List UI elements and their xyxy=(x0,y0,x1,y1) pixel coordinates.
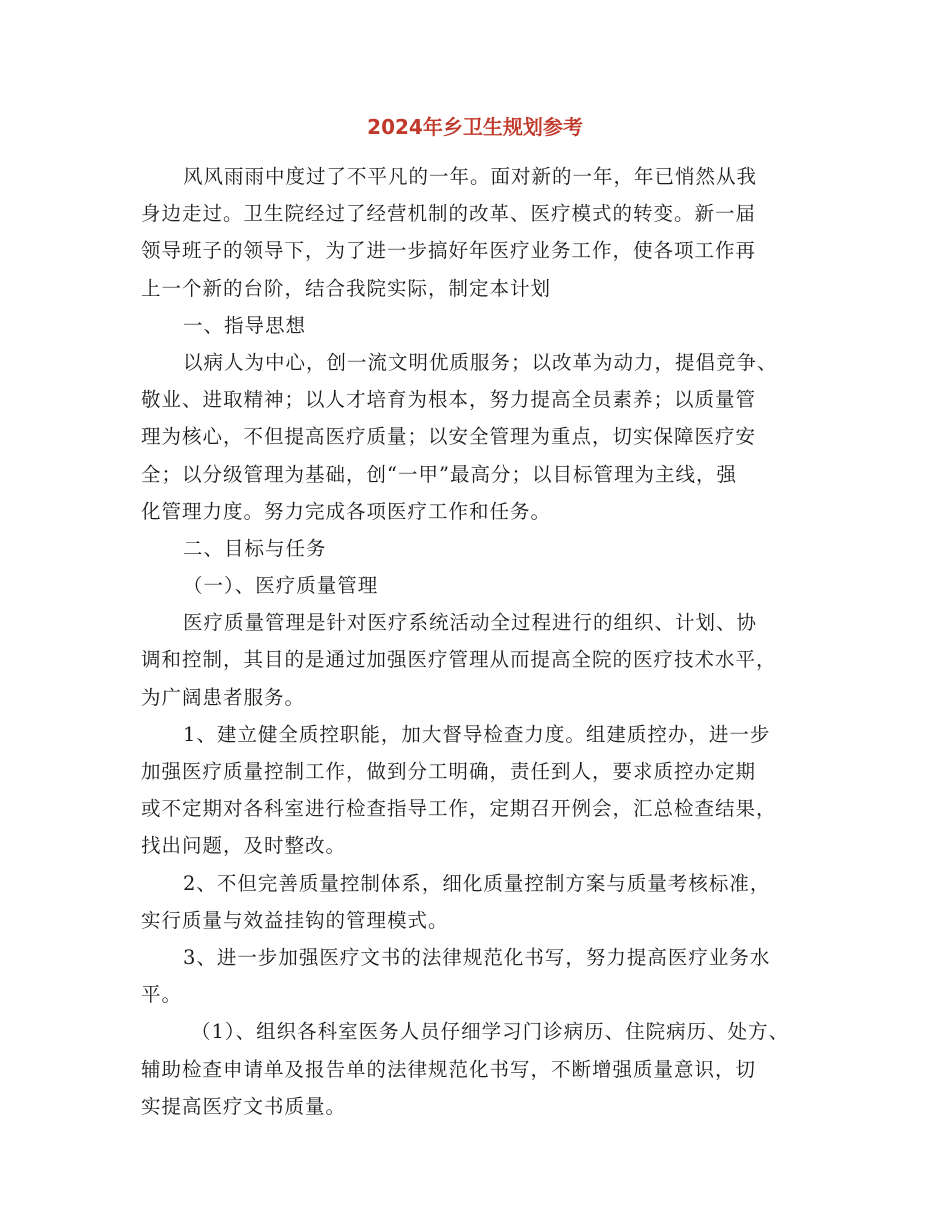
text-line: 敬业、进取精神；以人才培育为根本，努力提高全员素养；以质量管 xyxy=(141,388,757,412)
text-line: 实行质量与效益挂钩的管理模式。 xyxy=(141,908,449,932)
text-line: 辅助检查申请单及报告单的法律规范化书写，不断增强质量意识，切 xyxy=(141,1057,757,1081)
text-line: 化管理力度。努力完成各项医疗工作和任务。 xyxy=(141,499,552,523)
text-line: 实提高医疗文书质量。 xyxy=(141,1094,347,1118)
text-line: 身边走过。卫生院经过了经营机制的改革、医疗模式的转变。新一届 xyxy=(141,202,757,226)
text-line: 风风雨雨中度过了不平凡的一年。面对新的一年，年已悄然从我 xyxy=(183,165,758,188)
document-body xyxy=(141,158,821,1125)
text-line: 或不定期对各科室进行检查指导工作，定期召开例会，汇总检查结果， xyxy=(141,797,777,821)
text-line: 平。 xyxy=(141,983,183,1007)
text-line: 理为核心，不但提高医疗质量；以安全管理为重点，切实保障医疗安 xyxy=(141,425,757,449)
text-line: 找出问题，及时整改。 xyxy=(141,834,347,858)
text-line: 医疗质量管理是针对医疗系统活动全过程进行的组织、计划、协 xyxy=(183,611,758,635)
text-line: 以病人为中心，创一流文明优质服务；以改革为动力，提倡竞争、 xyxy=(183,350,778,374)
text-line: （1）、组织各科室医务人员仔细学习门诊病历、住院病历、处方、 xyxy=(191,1020,790,1044)
text-line: 调和控制，其目的是通过加强医疗管理从而提高全院的医疗技术水平， xyxy=(141,648,777,672)
text-line: 1、建立健全质控职能，加大督导检查力度。组建质控办，进一步 xyxy=(183,722,771,746)
text-line: 一、指导思想 xyxy=(183,313,307,337)
text-line: 3、进一步加强医疗文书的法律规范化书写，努力提高医疗业务水 xyxy=(183,945,771,969)
text-line: （一）、医疗质量管理 xyxy=(183,574,379,598)
text-line: 加强医疗质量控制工作，做到分工明确，责任到人，要求质控办定期 xyxy=(141,760,757,783)
text-line: 为广阔患者服务。 xyxy=(141,685,306,709)
text-line: 全；以分级管理为基础，创“一甲”最高分；以目标管理为主线，强 xyxy=(141,462,737,486)
text-line: 2、不但完善质量控制体系，细化质量控制方案与质量考核标准， xyxy=(183,871,771,895)
document-title: 2024年乡卫生规划参考 xyxy=(367,115,583,139)
text-line: 领导班子的领导下，为了进一步搞好年医疗业务工作，使各项工作再 xyxy=(141,239,757,263)
text-line: 上一个新的台阶，结合我院实际，制定本计划 xyxy=(141,276,552,300)
text-line: 二、目标与任务 xyxy=(183,536,327,560)
